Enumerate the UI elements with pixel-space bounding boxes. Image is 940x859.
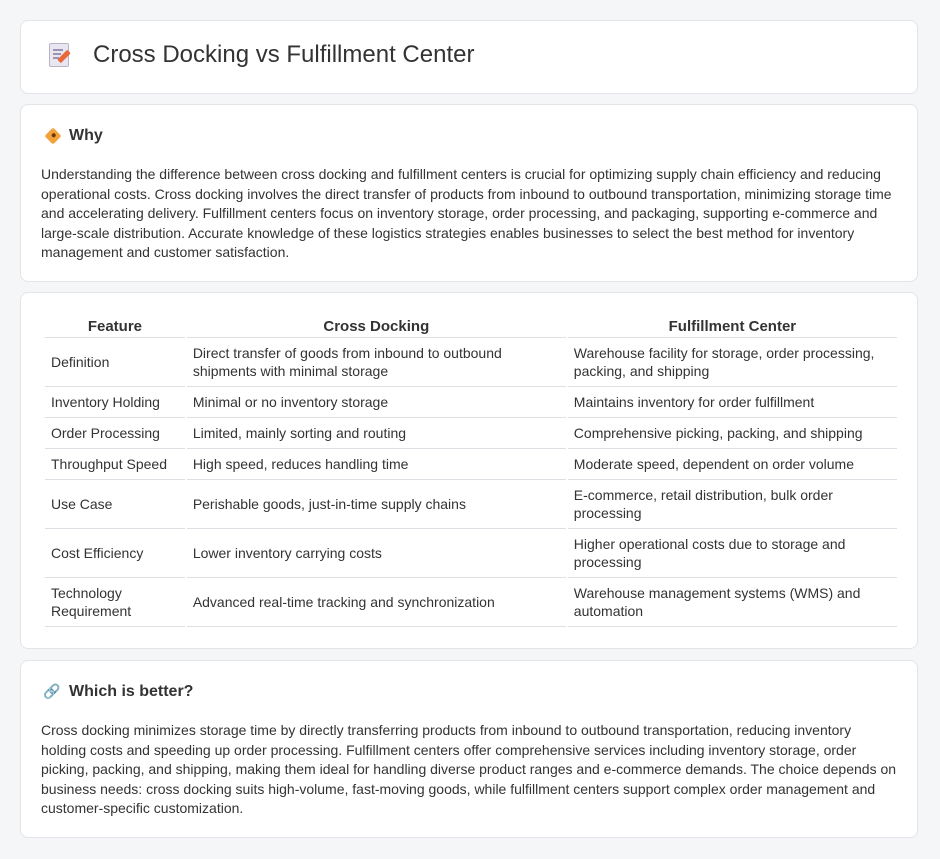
header-cross-docking: Cross Docking bbox=[187, 315, 566, 338]
cross-docking-cell: Perishable goods, just-in-time supply chains bbox=[187, 480, 566, 529]
fulfillment-center-cell: Maintains inventory for order fulfillment bbox=[568, 387, 897, 418]
diamond-sign-icon bbox=[45, 128, 62, 145]
fulfillment-center-cell: Higher operational costs due to storage and processing bbox=[568, 529, 897, 578]
link-icon: 🔗 bbox=[43, 684, 61, 700]
document-pencil-icon bbox=[47, 41, 73, 69]
fulfillment-center-cell: E-commerce, retail distribution, bulk order processing bbox=[568, 480, 897, 529]
feature-cell: Technology Requirement bbox=[45, 578, 185, 627]
table-row bbox=[45, 387, 897, 418]
table-row bbox=[45, 578, 897, 627]
feature-cell: Cost Efficiency bbox=[45, 529, 185, 578]
feature-cell: Use Case bbox=[45, 480, 185, 529]
title-row bbox=[47, 41, 474, 69]
cross-docking-cell: High speed, reduces handling time bbox=[187, 449, 566, 480]
fulfillment-center-cell: Comprehensive picking, packing, and shipping bbox=[568, 418, 897, 449]
table-row bbox=[45, 480, 897, 529]
header-fulfillment-center: Fulfillment Center bbox=[568, 315, 897, 338]
cross-docking-cell: Lower inventory carrying costs bbox=[187, 529, 566, 578]
fulfillment-center-cell: Warehouse management systems (WMS) and automation bbox=[568, 578, 897, 627]
table-header-row bbox=[45, 315, 897, 338]
feature-cell: Definition bbox=[45, 338, 185, 387]
cross-docking-cell: Minimal or no inventory storage bbox=[187, 387, 566, 418]
cross-docking-cell: Direct transfer of goods from inbound to outbound shipments with minimal storage bbox=[187, 338, 566, 387]
why-text: Understanding the difference between cross docking and fulfillment centers is crucial for optimizing supply chain efficiency and reducing operational costs. Cross docking involves the direct transfer of products from inbound to outbound transportation, minimizing storage time and accelerating delivery. Fulfillment centers focus on inventory storage, order processing, and packaging, supporting e-commerce and large-scale distribution. Accurate knowledge of these logistics strategies enables businesses to select the best method for inventory management and customer satisfaction. bbox=[41, 166, 892, 260]
cross-docking-cell: Limited, mainly sorting and routing bbox=[187, 418, 566, 449]
header-feature: Feature bbox=[45, 315, 185, 338]
why-section bbox=[20, 104, 918, 282]
page-title: Cross Docking vs Fulfillment Center bbox=[93, 41, 475, 68]
better-heading: Which is better? bbox=[69, 683, 194, 700]
feature-cell: Order Processing bbox=[45, 418, 185, 449]
header-card bbox=[20, 20, 918, 94]
better-heading-row bbox=[43, 683, 193, 701]
cross-docking-cell: Advanced real-time tracking and synchronization bbox=[187, 578, 566, 627]
fulfillment-center-cell: Moderate speed, dependent on order volume bbox=[568, 449, 897, 480]
feature-cell: Throughput Speed bbox=[45, 449, 185, 480]
why-heading-row bbox=[43, 127, 103, 145]
comparison-table bbox=[43, 315, 899, 627]
table-row bbox=[45, 449, 897, 480]
table-row bbox=[45, 418, 897, 449]
which-is-better-section bbox=[20, 660, 918, 838]
why-heading: Why bbox=[69, 127, 103, 144]
fulfillment-center-cell: Warehouse facility for storage, order processing, packing, and shipping bbox=[568, 338, 897, 387]
feature-cell: Inventory Holding bbox=[45, 387, 185, 418]
better-text: Cross docking minimizes storage time by directly transferring products from inbound to outbound transportation, reducing inventory holding costs and speeding up order processing. Fulfillment centers offer comprehensive services including inventory storage, order picking, packing, and shipping, making them ideal for handling diverse product ranges and e-commerce demands. The choice depends on business needs: cross docking suits high-volume, fast-moving goods, while fulfillment centers support complex order management and customer-specific customization. bbox=[41, 722, 897, 816]
table-row bbox=[45, 529, 897, 578]
table-row bbox=[45, 338, 897, 387]
comparison-section bbox=[20, 292, 918, 649]
